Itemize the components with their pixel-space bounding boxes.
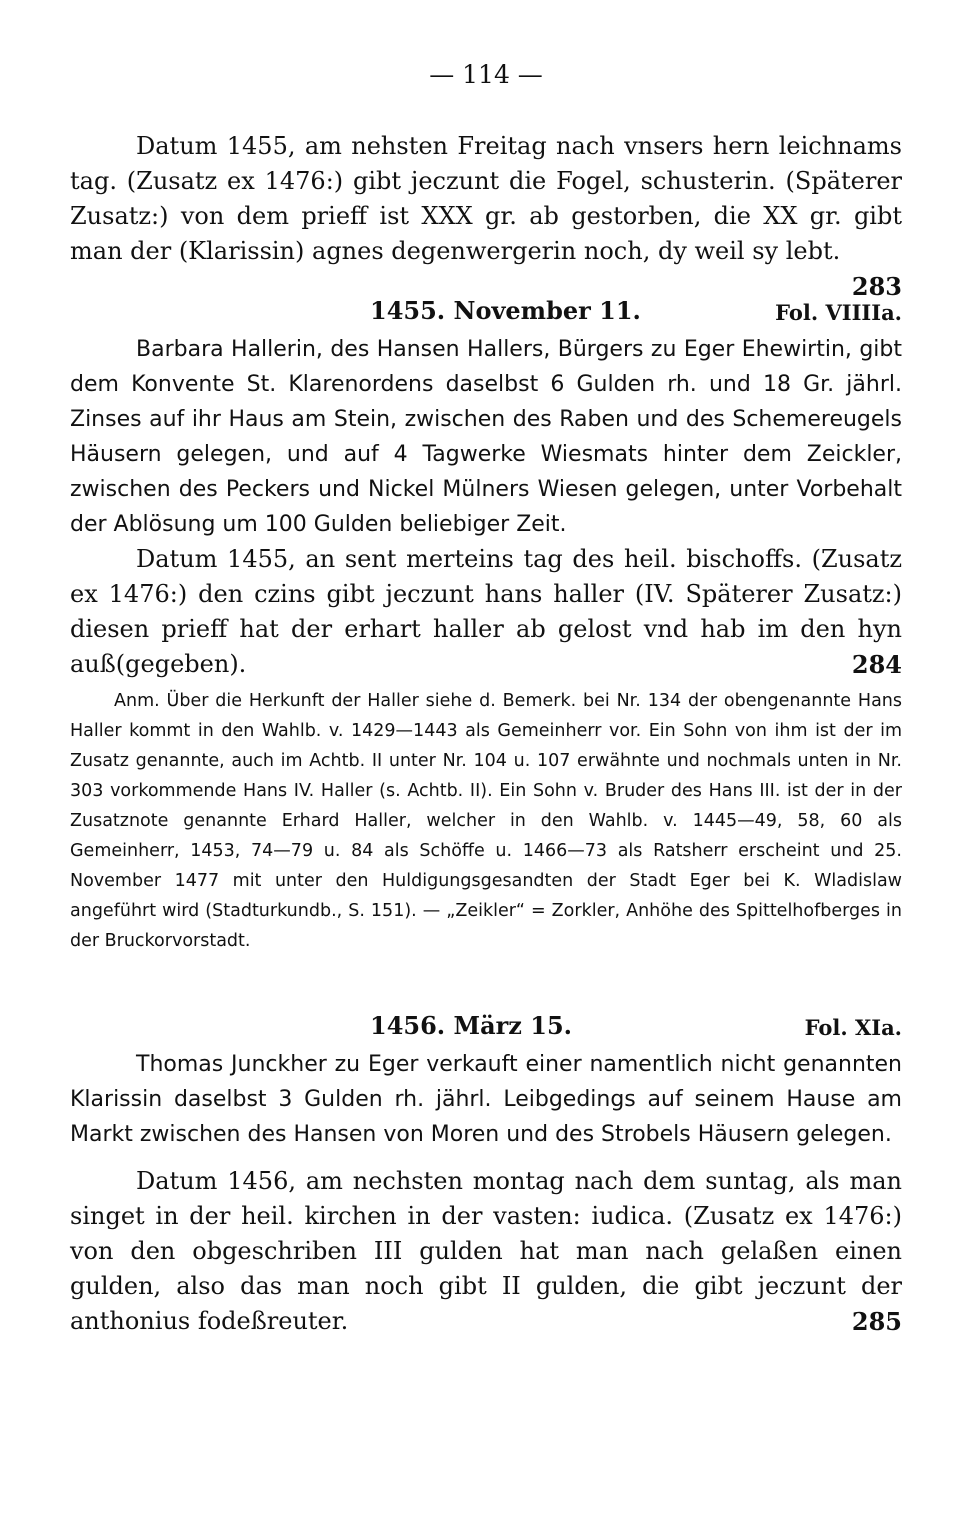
- entry-283-text-body: Datum 1455, am nehsten Freitag nach vnsers hern leichnams tag. (Zusatz ex 1476:) gibt jeczunt die Fogel, schusterin. (Späterer Zusatz:) von dem prieff ist XXX gr. ab gestorben, die XX gr. gibt man der (Klarissin) agnes degenwergerin noch, dy weil sy lebt.: [70, 132, 902, 265]
- entry-283-text: [70, 129, 902, 301]
- entry-285-date: 1456. März 15.: [370, 1011, 573, 1040]
- entry-285-text-body: Datum 1456, am nechsten montag nach dem suntag, als man singet in der heil. kirchen in der vasten: iudica. (Zusatz ex 1476:) von den obgeschriben III gulden hat man nach gelaßen einen gulden, also das man noch gibt II gulden, die gibt jeczunt der anthonius fodeßreuter.: [70, 1167, 902, 1335]
- entry-284-folio: Fol. VIIIIa.: [775, 300, 902, 325]
- entry-285-number: 285: [851, 1307, 902, 1336]
- page-number: — 114 —: [429, 60, 543, 89]
- entry-284-regest: Barbara Hallerin, des Hansen Hallers, Bürgers zu Eger Ehewirtin, gibt dem Konvente St. Klarenordens daselbst 6 Gulden rh. und 18 Gr. jährl. Zinses auf ihr Haus am Stein, zwischen des Raben und des Schemereugels Häusern gelegen, und auf 4 Tagwerke Wiesmats hinter dem Zeickler, zwischen des Peckers und Nickel Mülners Wiesen gelegen, unter Vorbehalt der Ablösung um 100 Gulden beliebiger Zeit.: [70, 337, 902, 537]
- entry-284-note: Anm. Über die Herkunft der Haller siehe d. Bemerk. bei Nr. 134 der obengenannte Hans Haller kommt in den Wahlb. v. 1429—1443 als Gemeinherr vor. Ein Sohn von ihm ist der im Zusatz genannte, auch im Achtb. II unter Nr. 104 u. 107 erwähnte und nochmals unten in Nr. 303 vorkommende Hans IV. Haller (s. Achtb. II). Ein Sohn v. Bruder des Hans III. ist der in der Zusatznote genannte Erhard Haller, welcher in den Wahlb. v. 1445—49, 58, 60 als Gemeinherr, 1453, 74—79 u. 84 als Schöffe u. 1466—73 als Ratsherr erscheint und 25. November 1477 mit unter den Huldigungsgesandten der Stadt Eger bei K. Wladislaw angeführt wird (Stadturkundb., S. 151). — „Zeikler“ = Zorkler, Anhöhe des Spittelhofberges in der Bruckorvorstadt.: [70, 691, 902, 951]
- entry-284-text: [70, 542, 902, 682]
- entry-285-text: [70, 1164, 902, 1339]
- entry-285-regest: Thomas Junckher zu Eger verkauft einer namentlich nicht genannten Klarissin daselbst 3 Gulden rh. jährl. Leibgedings auf seinem Hause am Markt zwischen des Hansen von Moren und des Strobels Häusern gelegen.: [70, 1052, 902, 1147]
- entry-284-text-body: Datum 1455, an sent merteins tag des heil. bischoffs. (Zusatz ex 1476:) den czins gibt jeczunt hans haller (IV. Späterer Zusatz:) diesen prieff hat der erhart haller ab gelost vnd hab im den hyn auß(gegeben).: [70, 545, 902, 678]
- entry-284-number: 284: [851, 650, 902, 679]
- entry-283-number: 283: [851, 272, 902, 301]
- entry-284-heading: [70, 293, 902, 328]
- entry-285-heading: [70, 1008, 902, 1043]
- entry-285-folio: Fol. XIa.: [804, 1015, 902, 1040]
- entry-284-date: 1455. November 11.: [370, 296, 641, 325]
